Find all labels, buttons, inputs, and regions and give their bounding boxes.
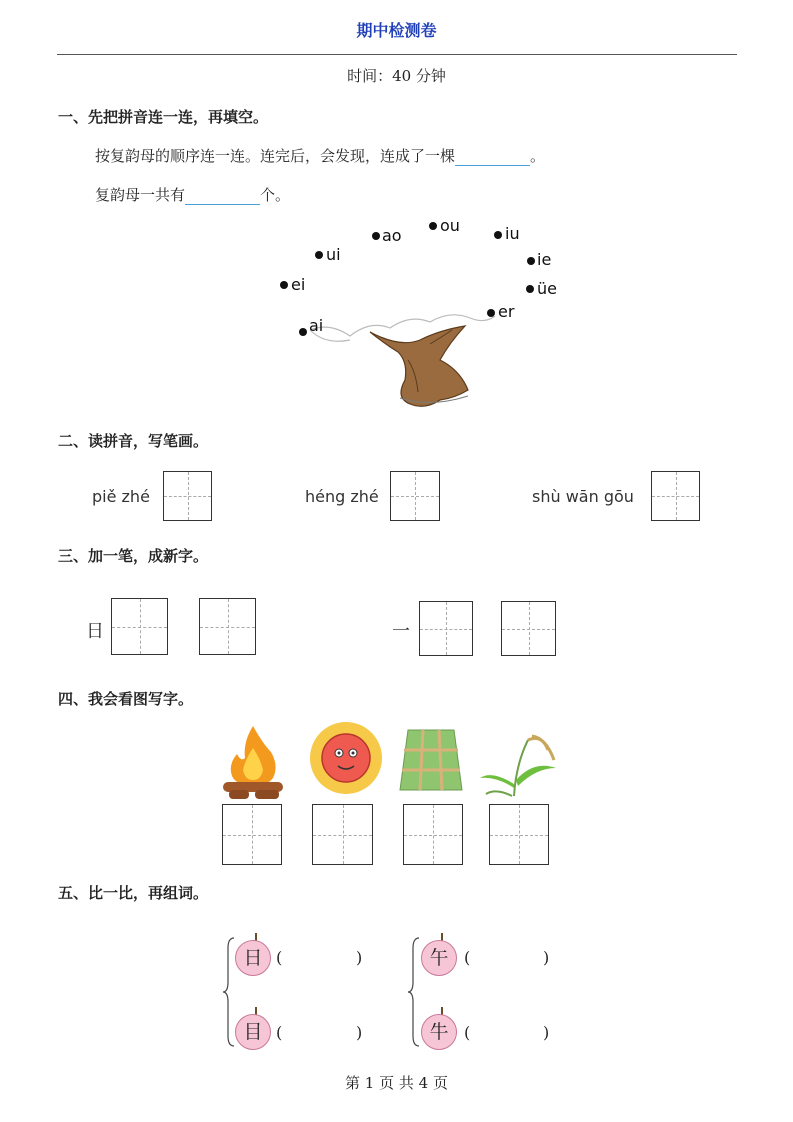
base-char-ri: 日 bbox=[86, 621, 104, 642]
picture-char-box-1[interactable] bbox=[222, 804, 282, 865]
dot-ui[interactable] bbox=[315, 251, 323, 259]
char-apple-ri: 日 bbox=[235, 940, 271, 976]
section1-line2-start: 复韵母一共有 bbox=[95, 186, 186, 204]
section4-heading: 四、我会看图写字。 bbox=[58, 690, 194, 708]
picture-char-box-2[interactable] bbox=[312, 804, 373, 865]
add-stroke-box-1[interactable] bbox=[111, 598, 168, 655]
label-iu: iu bbox=[505, 224, 520, 243]
time-limit: 时间：40 分钟 bbox=[347, 67, 446, 85]
picture-char-box-3[interactable] bbox=[403, 804, 463, 865]
char-apple-mu: 目 bbox=[235, 1014, 271, 1050]
section1-line1 bbox=[95, 145, 545, 166]
stroke-pinyin-2: héng zhé bbox=[305, 487, 379, 506]
paren-close-1: ) bbox=[356, 948, 363, 967]
section3-heading: 三、加一笔，成新字。 bbox=[58, 547, 209, 565]
stroke-pinyin-3: shù wān gōu bbox=[532, 487, 634, 506]
word-input-wu[interactable] bbox=[478, 948, 542, 968]
picture-char-box-4[interactable] bbox=[489, 804, 549, 865]
paren-close-3: ) bbox=[543, 948, 550, 967]
dot-ue[interactable] bbox=[526, 285, 534, 293]
char-apple-niu: 牛 bbox=[421, 1014, 457, 1050]
paren-open-1: ( bbox=[276, 948, 283, 967]
stroke-box-2[interactable] bbox=[390, 471, 440, 521]
word-input-niu[interactable] bbox=[478, 1023, 542, 1043]
section5-heading: 五、比一比，再组词。 bbox=[58, 884, 209, 902]
dot-er[interactable] bbox=[487, 309, 495, 317]
section2-heading: 二、读拼音，写笔画。 bbox=[58, 432, 209, 450]
page-number: 第 1 页 共 4 页 bbox=[345, 1074, 448, 1092]
base-char-yi: 一 bbox=[392, 621, 410, 642]
rice-plant-icon bbox=[476, 724, 566, 798]
section1-line2 bbox=[95, 184, 290, 205]
section1-line2-end: 个。 bbox=[260, 186, 291, 204]
tree-answer-blank[interactable] bbox=[455, 149, 530, 166]
label-ue: üe bbox=[537, 279, 557, 298]
label-ai: ai bbox=[309, 316, 324, 335]
stroke-box-1[interactable] bbox=[163, 471, 212, 521]
header-divider bbox=[57, 54, 737, 55]
label-ui: ui bbox=[326, 245, 341, 264]
add-stroke-box-2[interactable] bbox=[199, 598, 256, 655]
section1-line1-text: 按复韵母的顺序连一连。连完后，会发现，连成了一棵 bbox=[95, 147, 456, 165]
label-ei: ei bbox=[291, 275, 306, 294]
dot-iu[interactable] bbox=[494, 231, 502, 239]
add-stroke-box-3[interactable] bbox=[419, 601, 473, 656]
label-ie: ie bbox=[537, 250, 552, 269]
dot-ou[interactable] bbox=[429, 222, 437, 230]
word-input-mu[interactable] bbox=[290, 1023, 354, 1043]
paren-close-2: ) bbox=[356, 1023, 363, 1042]
page-title: 期中检测卷 bbox=[356, 21, 437, 40]
stroke-box-3[interactable] bbox=[651, 471, 700, 521]
paren-open-3: ( bbox=[464, 948, 471, 967]
dot-ie[interactable] bbox=[527, 257, 535, 265]
field-icon bbox=[398, 726, 464, 794]
section1-line1-end: 。 bbox=[530, 147, 546, 165]
paren-close-4: ) bbox=[543, 1023, 550, 1042]
label-ou: ou bbox=[440, 216, 460, 235]
right-group-brace bbox=[407, 936, 421, 1048]
section1-heading: 一、先把拼音连一连，再填空。 bbox=[58, 108, 269, 126]
fire-icon bbox=[219, 722, 287, 800]
paren-open-2: ( bbox=[276, 1023, 283, 1042]
word-input-ri[interactable] bbox=[290, 948, 354, 968]
dot-ei[interactable] bbox=[280, 281, 288, 289]
dot-ai[interactable] bbox=[299, 328, 307, 336]
label-er: er bbox=[498, 302, 515, 321]
dot-ao[interactable] bbox=[372, 232, 380, 240]
label-ao: ao bbox=[382, 226, 402, 245]
stroke-pinyin-1: piě zhé bbox=[92, 487, 150, 506]
char-apple-wu: 午 bbox=[421, 940, 457, 976]
add-stroke-box-4[interactable] bbox=[501, 601, 556, 656]
count-answer-blank[interactable] bbox=[185, 188, 260, 205]
left-brace bbox=[222, 936, 236, 1048]
sun-icon bbox=[308, 720, 384, 796]
paren-open-4: ( bbox=[464, 1023, 471, 1042]
